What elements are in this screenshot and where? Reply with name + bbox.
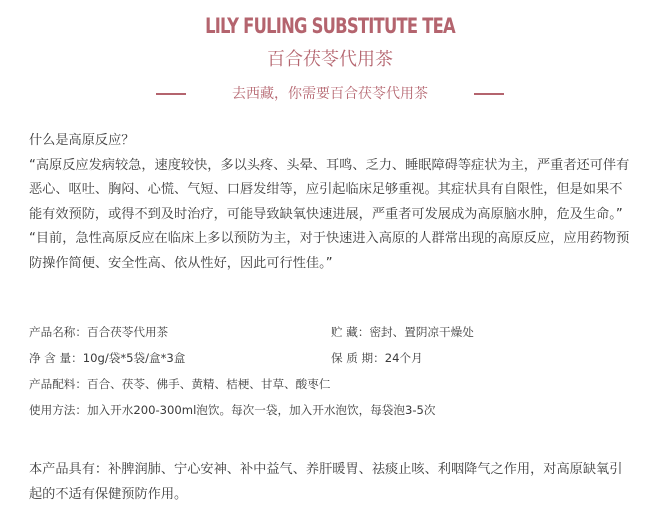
slogan: 去西藏，你需要百合茯苓代用茶 <box>232 86 428 102</box>
spec-usage: 使用方法：加入开水200-300ml泡饮。每次一袋，加入开水泡饮，每袋泡3-5次 <box>29 403 436 417</box>
title-english: LILY FULING SUBSTITUTE TEA <box>205 14 455 38</box>
spec-shelf-life: 保 质 期：24个月 <box>331 351 423 365</box>
spec-ingredients: 产品配料：百合、茯苓、佛手、黄精、桔梗、甘草、酸枣仁 <box>29 377 331 391</box>
intro-paragraph-1: “高原反应发病较急，速度较快，多以头疼、头晕、耳鸣、乏力、睡眠障碍等症状为主，严重者还可伴有恶心、呕吐、胸闷、心慌、气短、口唇发绀等，应引起临床足够重视。其症状具有自限性，但是如果不能有效预防，或得不到及时治疗，可能导致缺氧快速进展，严重者可发展成为高原脑水肿，危及生命。” <box>29 157 630 222</box>
spec-net-content: 净 含 量：10g/袋*5袋/盒*3盒 <box>29 351 186 365</box>
benefits-section <box>29 458 635 507</box>
spec-row <box>29 348 635 374</box>
slogan-row <box>0 83 660 105</box>
divider-right <box>474 93 504 95</box>
spec-row <box>29 374 635 400</box>
spec-product-name: 产品名称：百合茯苓代用茶 <box>29 325 169 339</box>
spec-row <box>29 322 635 348</box>
intro-section <box>29 129 635 276</box>
benefits-text: 本产品具有：补脾润肺、宁心安神、补中益气、养肝暖胃、祛痰止咳、利咽降气之作用，对高原缺氧引起的不适有保健预防作用。 <box>29 462 623 502</box>
intro-paragraph-2: “目前，急性高原反应在临床上多以预防为主，对于快速进入高原的人群常出现的高原反应，应用药物预防操作简便、安全性高、依从性好，因此可行性佳。” <box>29 231 630 271</box>
title-chinese: 百合茯苓代用茶 <box>267 49 393 70</box>
spec-storage: 贮 藏：密封、置阴凉干燥处 <box>331 325 474 339</box>
product-specs <box>29 322 635 426</box>
intro-question: 什么是高原反应？ <box>29 133 135 148</box>
spec-row <box>29 400 635 426</box>
